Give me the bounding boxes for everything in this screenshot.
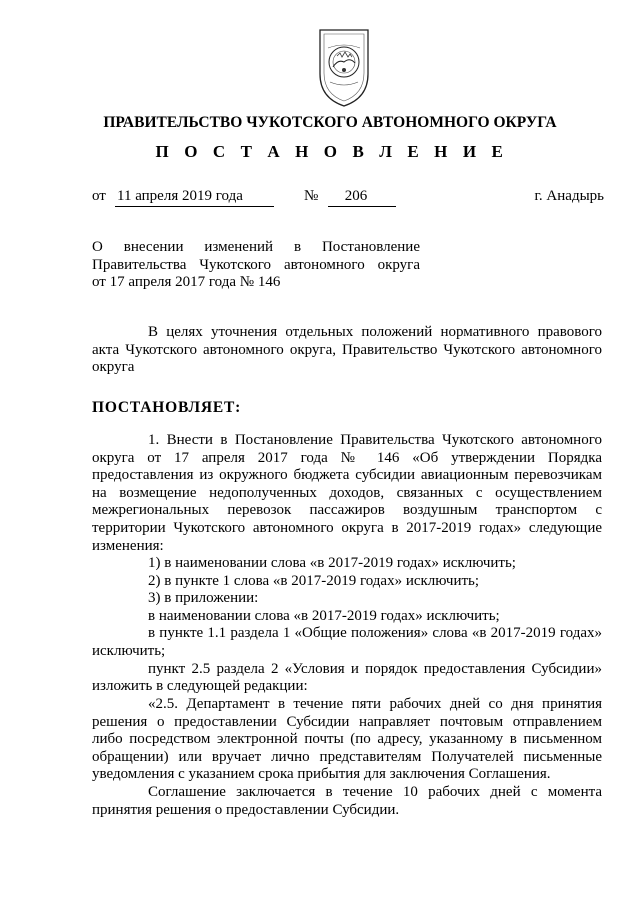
text-line: Соглашение заключается в течение 10 рабочих дней с момента: [148, 784, 602, 800]
document-type-title: П О С Т А Н О В Л Е Н И Е: [155, 142, 509, 161]
subject-line: от 17 апреля 2017 года № 146: [92, 274, 281, 291]
text-line: 1. Внести в Постановление Правительства Чукотского автономного: [148, 432, 602, 448]
city: г. Анадырь: [534, 188, 604, 204]
text-line: либо посредством электронной почты (по адресу, указанному в письменном: [92, 731, 602, 748]
text-line: округа от 17 апреля 2017 года № 146 «Об утверждении Порядка: [92, 449, 602, 466]
text-line: решения о предоставлении Субсидии направляет почтовым отправлением: [92, 713, 602, 730]
decree-number: 206: [328, 188, 396, 207]
quoted-clause-2-5: [92, 696, 602, 784]
subject-line: О внесении изменений в Постановление: [92, 239, 420, 255]
government-title: ПРАВИТЕЛЬСТВО ЧУКОТСКОГО АВТОНОМНОГО ОКРУГА: [103, 114, 557, 131]
decree-meta-row: [92, 188, 604, 208]
list-item: пункт 2.5 раздела 2 «Условия и порядок предоставления Субсидии»: [148, 660, 602, 677]
text-line: изменения:: [92, 537, 164, 554]
text-line: принятия решения о предоставлении Субсидии.: [92, 801, 400, 818]
number-label: №: [304, 188, 319, 204]
text-line: уведомления с указанием срока прибытия для заключения Соглашения.: [92, 766, 551, 783]
preamble-paragraph: [92, 324, 602, 377]
changes-list: [92, 555, 602, 696]
decides-heading: ПОСТАНОВЛЯЕТ:: [92, 399, 242, 416]
text-line: территории Чукотского автономного округа в 2017-2019 годах» следующие: [92, 519, 602, 536]
text-line: В целях уточнения отдельных положений нормативного правового: [148, 324, 602, 340]
text-line: межрегиональных перевозок пассажиров воздушным транспортом с: [92, 502, 602, 519]
list-item: 2) в пункте 1 слова «в 2017-2019 годах» исключить;: [148, 572, 480, 589]
subject-line: Правительства Чукотского автономного округа: [92, 256, 420, 273]
text-line: предоставления из окружного бюджета субсидии авиационным перевозчикам: [92, 467, 602, 484]
list-item: в наименовании слова «в 2017-2019 годах» исключить;: [148, 607, 500, 624]
item-1-paragraph: [92, 432, 602, 555]
agreement-paragraph: [92, 784, 602, 819]
text-line: округа: [92, 359, 135, 376]
from-label: от: [92, 188, 106, 204]
text-line: обращении) или вручает лично представителям Получателей письменные: [92, 748, 602, 765]
list-item: 1) в наименовании слова «в 2017-2019 годах» исключить;: [148, 555, 516, 571]
list-item: 3) в приложении:: [148, 590, 259, 607]
decree-date: 11 апреля 2019 года: [115, 188, 274, 207]
text-line: акта Чукотского автономного округа, Правительство Чукотского автономного: [92, 341, 602, 358]
coat-of-arms-icon: [314, 26, 374, 110]
list-item: исключить;: [92, 642, 166, 659]
text-line: на возмещение недополученных доходов, связанных с осуществлением: [92, 484, 602, 501]
list-item: изложить в следующей редакции:: [92, 678, 308, 695]
decree-subject: [92, 239, 420, 292]
text-line: «2.5. Департамент в течение пяти рабочих дней со дня принятия: [148, 696, 602, 712]
list-item: в пункте 1.1 раздела 1 «Общие положения» слова «в 2017-2019 годах»: [148, 625, 602, 642]
